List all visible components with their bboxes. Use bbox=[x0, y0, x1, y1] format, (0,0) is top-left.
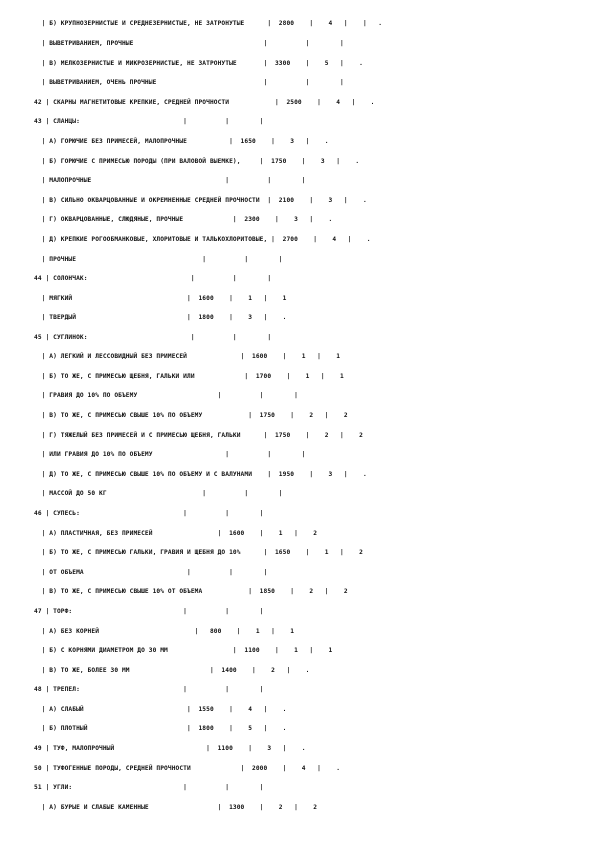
text-line: 43 | СЛАНЦЫ: | | | bbox=[34, 118, 264, 125]
text-line: | ОТ ОБЪЕМА | | | bbox=[34, 569, 268, 576]
text-line: | В) СИЛЬНО ОКВАРЦОВАННЫЕ И ОКРЕМНЕННЫЕ СРЕДНЕЙ ПРОЧНОСТИ | 2100 | 3 | . bbox=[34, 197, 367, 204]
text-line: | В) ТО ЖЕ, БОЛЕЕ 30 ММ | 1400 | 2 | . bbox=[34, 667, 310, 674]
text-line: | ВЫВЕТРИВАНИЕМ, ПРОЧНЫЕ | | | bbox=[34, 40, 344, 47]
text-line: | Б) С КОРНЯМИ ДИАМЕТРОМ ДО 30 ММ | 1100 | 1 | 1 bbox=[34, 647, 333, 654]
text-line: | ГРАВИЯ ДО 10% ПО ОБЪЕМУ | | | bbox=[34, 392, 298, 399]
text-line: | В) МЕЛКОЗЕРНИСТЫЕ И МИКРОЗЕРНИСТЫЕ, НЕ ЗАТРОНУТЫЕ | 3300 | 5 | . bbox=[34, 60, 363, 67]
text-line: | ПРОЧНЫЕ | | | bbox=[34, 256, 283, 263]
text-line: | Б) ТО ЖЕ, С ПРИМЕСЬЮ ГАЛЬКИ, ГРАВИЯ И ЩЕБНЯ ДО 10% | 1650 | 1 | 2 bbox=[34, 549, 363, 556]
text-line: | МЯГКИЙ | 1600 | 1 | 1 bbox=[34, 295, 287, 302]
text-line: | В) ТО ЖЕ, С ПРИМЕСЬЮ СВЫШЕ 10% ПО ОБЪЕМУ | 1750 | 2 | 2 bbox=[34, 412, 348, 419]
text-line: | А) БУРЫЕ И СЛАБЫЕ КАМЕННЫЕ | 1300 | 2 | 2 bbox=[34, 804, 318, 811]
text-line: | МАССОЙ ДО 50 КГ | | | bbox=[34, 490, 283, 497]
text-line: 48 | ТРЕПЕЛ: | | | bbox=[34, 686, 264, 693]
text-line: | Г) ОКВАРЦОВАННЫЕ, СЛЮДЯНЫЕ, ПРОЧНЫЕ | 2300 | 3 | . bbox=[34, 216, 333, 223]
text-line: | Б) ПЛОТНЫЙ | 1800 | 5 | . bbox=[34, 725, 287, 732]
text-line: 46 | СУПЕСЬ: | | | bbox=[34, 510, 264, 517]
text-line: 49 | ТУФ, МАЛОПРОЧНЫЙ | 1100 | 3 | . bbox=[34, 745, 306, 752]
text-line: 51 | УГЛИ: | | | bbox=[34, 784, 264, 791]
text-line: | Д) ТО ЖЕ, С ПРИМЕСЬЮ СВЫШЕ 10% ПО ОБЪЕМУ И С ВАЛУНАМИ | 1950 | 3 | . bbox=[34, 471, 367, 478]
text-line: | А) ГОРЮЧИЕ БЕЗ ПРИМЕСЕЙ, МАЛОПРОЧНЫЕ | 1650 | 3 | . bbox=[34, 138, 329, 145]
text-line: 42 | СКАРНЫ МАГНЕТИТОВЫЕ КРЕПКИЕ, СРЕДНЕЙ ПРОЧНОСТИ | 2500 | 4 | . bbox=[34, 99, 375, 106]
text-line: 47 | ТОРФ: | | | bbox=[34, 608, 264, 615]
text-line: 50 | ТУФОГЕННЫЕ ПОРОДЫ, СРЕДНЕЙ ПРОЧНОСТИ | 2000 | 4 | . bbox=[34, 765, 341, 772]
text-line: | А) СЛАБЫЙ | 1550 | 4 | . bbox=[34, 706, 287, 713]
text-line: 44 | СОЛОНЧАК: | | | bbox=[34, 275, 272, 282]
text-line: | Г) ТЯЖЕЛЫЙ БЕЗ ПРИМЕСЕЙ И С ПРИМЕСЬЮ ЩЕБНЯ, ГАЛЬКИ | 1750 | 2 | 2 bbox=[34, 432, 363, 439]
text-line: | Б) ГОРЮЧИЕ С ПРИМЕСЬЮ ПОРОДЫ (ПРИ ВАЛОВОЙ ВЫЕМКЕ), | 1750 | 3 | . bbox=[34, 158, 360, 165]
text-line: | МАЛОПРОЧНЫЕ | | | bbox=[34, 177, 306, 184]
text-line: | А) ПЛАСТИЧНАЯ, БЕЗ ПРИМЕСЕЙ | 1600 | 1 | 2 bbox=[34, 530, 318, 537]
text-line: | Б) ТО ЖЕ, С ПРИМЕСЬЮ ЩЕБНЯ, ГАЛЬКИ ИЛИ | 1700 | 1 | 1 bbox=[34, 373, 344, 380]
text-line: | Б) КРУПНОЗЕРНИСТЫЕ И СРЕДНЕЗЕРНИСТЫЕ, НЕ ЗАТРОНУТЫЕ | 2800 | 4 | | . bbox=[34, 20, 383, 27]
text-line: 45 | СУГЛИНОК: | | | bbox=[34, 334, 272, 341]
text-line: | ВЫВЕТРИВАНИЕМ, ОЧЕНЬ ПРОЧНЫЕ | | | bbox=[34, 79, 344, 86]
text-line: | Д) КРЕПКИЕ РОГООБМАНКОВЫЕ, ХЛОРИТОВЫЕ И ТАЛЬКОХЛОРИТОВЫЕ, | 2700 | 4 | . bbox=[34, 236, 371, 243]
text-line: | В) ТО ЖЕ, С ПРИМЕСЬЮ СВЫШЕ 10% ОТ ОБЪЕМА | 1850 | 2 | 2 bbox=[34, 588, 348, 595]
text-line: | А) ЛЕГКИЙ И ЛЕССОВИДНЫЙ БЕЗ ПРИМЕСЕЙ | 1600 | 1 | 1 bbox=[34, 353, 341, 360]
text-line: | А) БЕЗ КОРНЕЙ | 800 | 1 | 1 bbox=[34, 628, 295, 635]
text-line: | ИЛИ ГРАВИЯ ДО 10% ПО ОБЪЕМУ | | | bbox=[34, 451, 306, 458]
text-line: | ТВЕРДЫЙ | 1800 | 3 | . bbox=[34, 314, 287, 321]
